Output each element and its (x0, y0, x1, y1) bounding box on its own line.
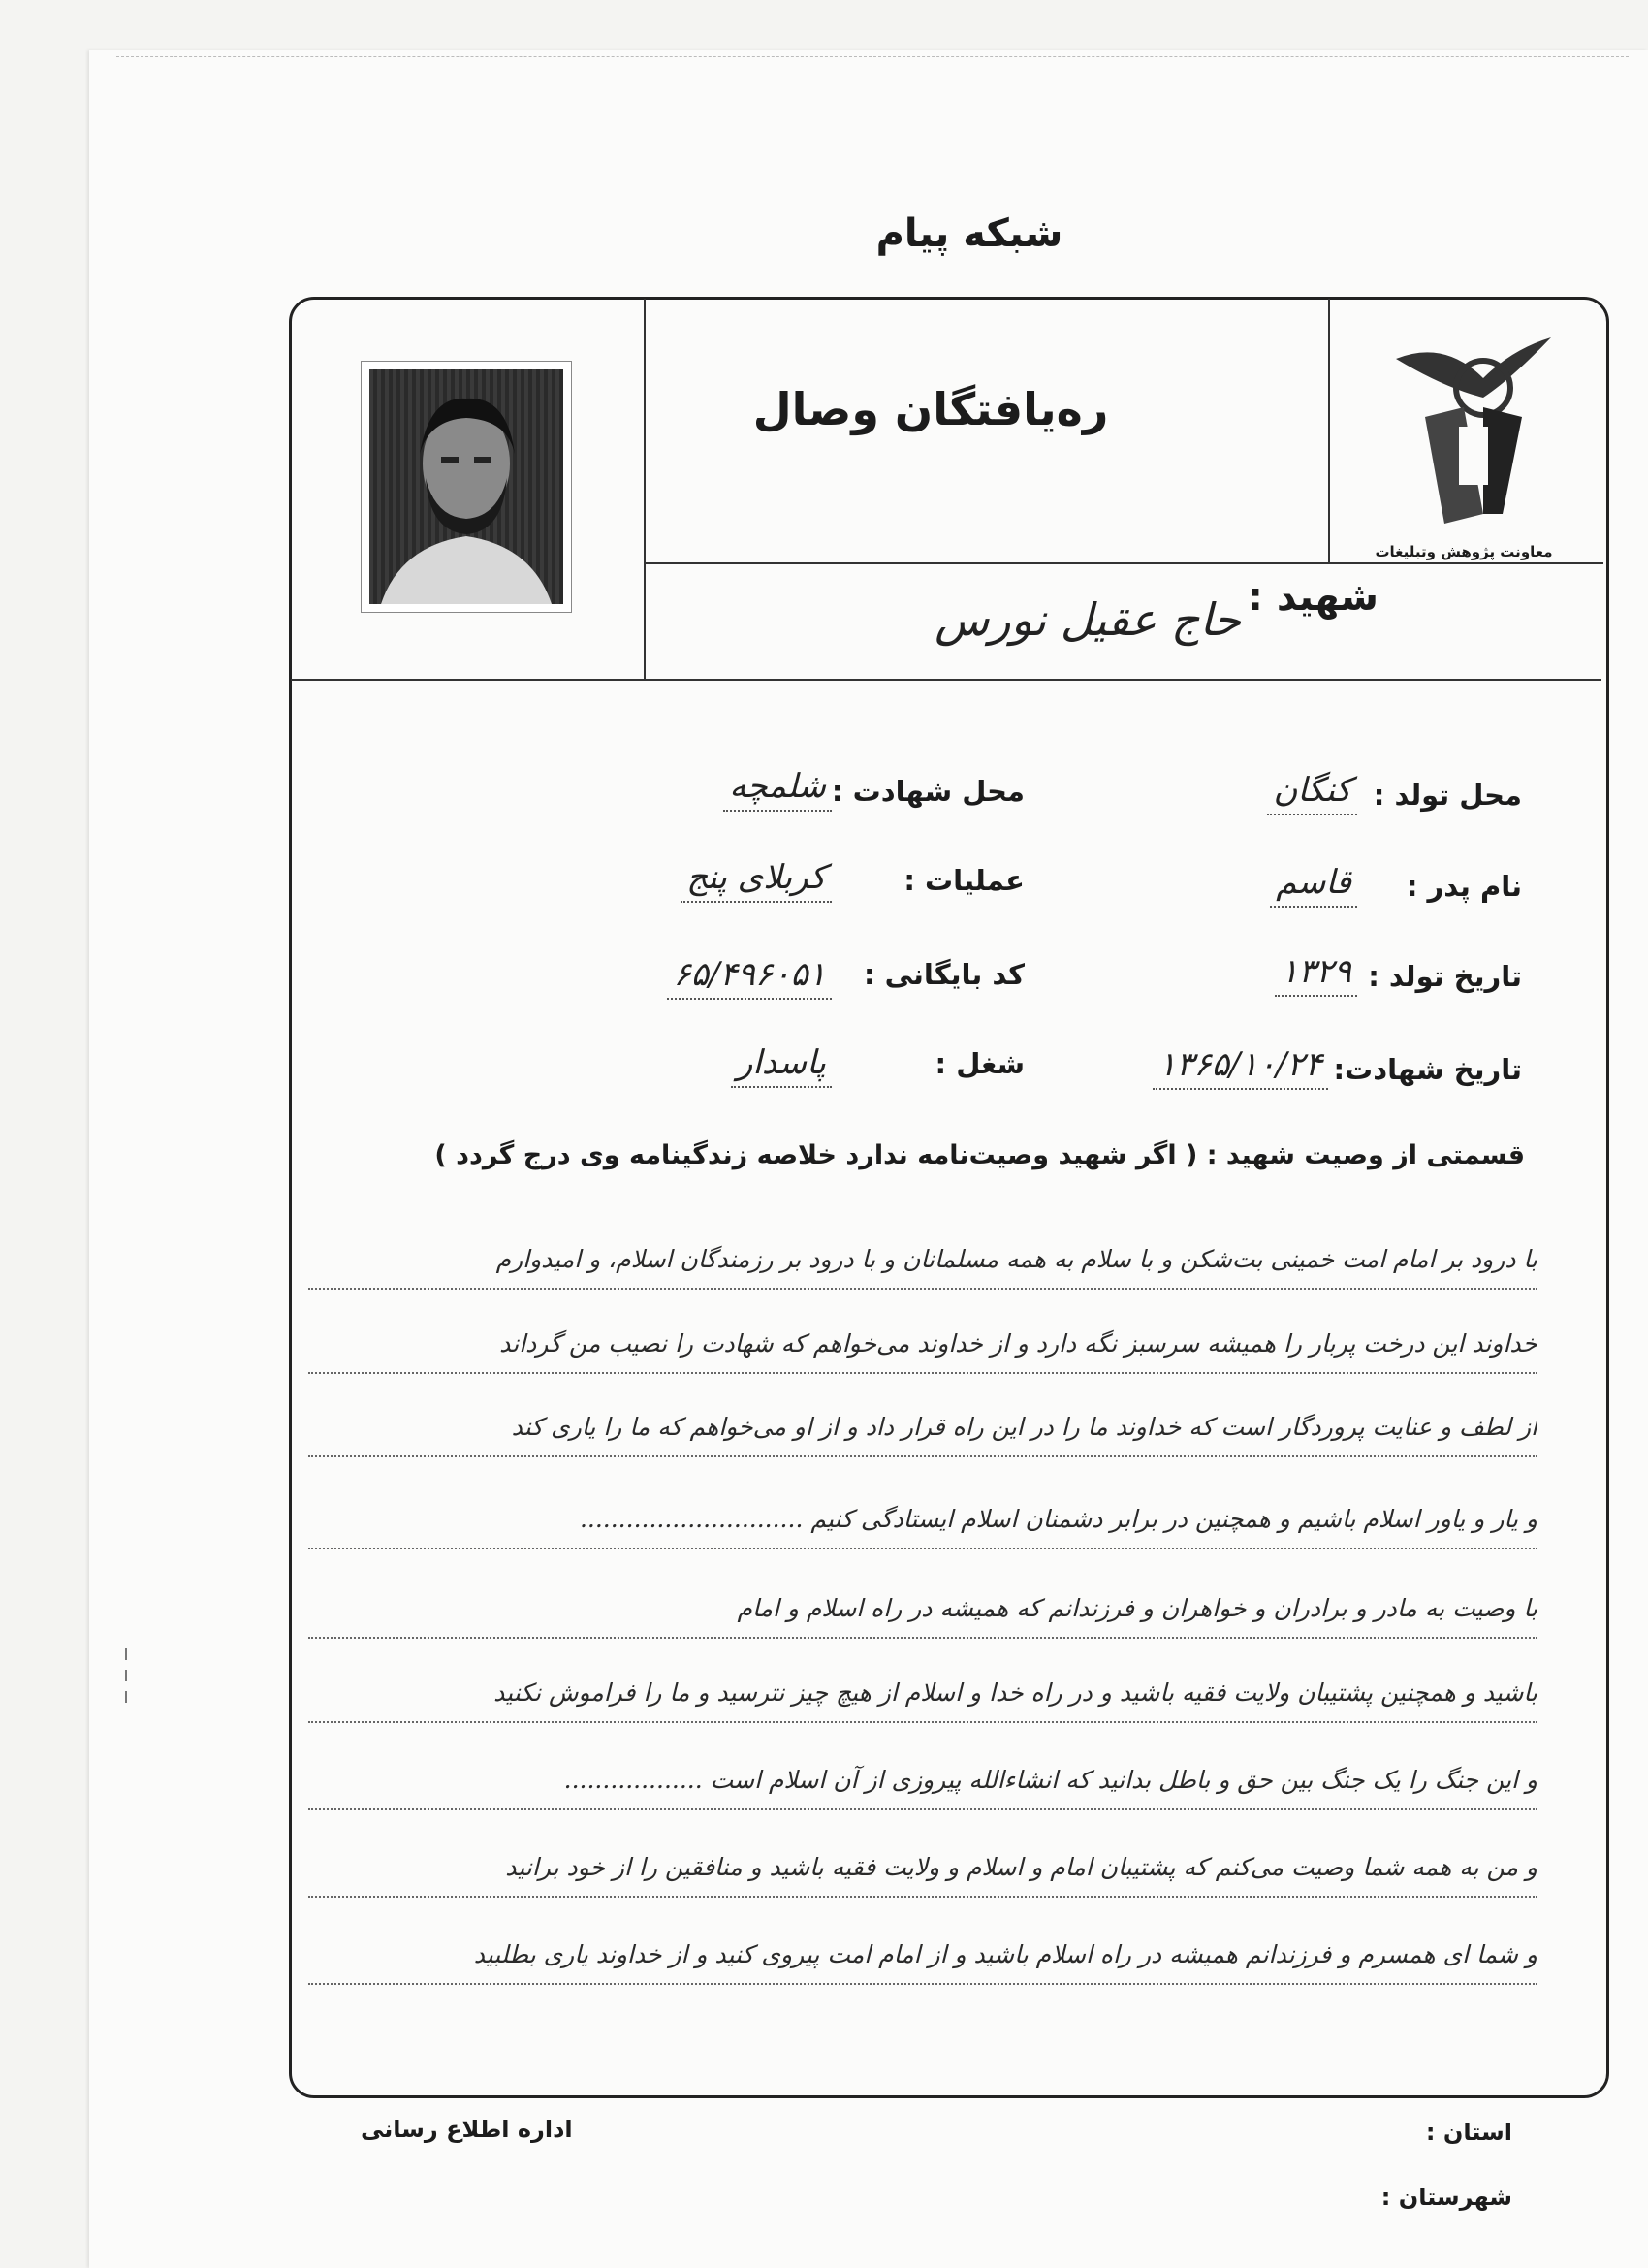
occupation-value: پاسدار (731, 1043, 832, 1088)
top-border-line (116, 56, 1629, 57)
father-name-label: نام پدر : (1406, 870, 1522, 903)
will-line: با وصیت به مادر و برادران و خواهران و فرزندانم که همیشه در راه اسلام و امام (308, 1581, 1537, 1639)
martyr-label: شهید : (1247, 575, 1379, 620)
province-label: استان : (1425, 2119, 1512, 2146)
will-line: و یار و یاور اسلام باشیم و همچنین در برابر دشمنان اسلام ایستادگی کنیم ............................. (308, 1491, 1537, 1549)
logo-divider (1328, 299, 1330, 563)
archive-code-value: ۶۵/۴۹۶۰۵۱ (667, 955, 832, 1000)
will-line: و من به همه شما وصیت می‌کنم که پشتیبان امام و اسلام و ولایت فقیه باشید و منافقین را از خود برانید (308, 1839, 1537, 1898)
header-divider (646, 562, 1603, 564)
will-heading: قسمتی از وصیت شهید : ( اگر شهید وصیت‌نامه ندارد خلاصه زندگینامه وی درج گردد ) (434, 1140, 1525, 1170)
birth-place-value: کنگان (1267, 771, 1357, 815)
logo-caption: معاونت پژوهش وتبلیغات (1375, 543, 1553, 560)
will-line: خداوند این درخت پربار را همیشه سرسبز نگه دارد و از خداوند می‌خواهم که شهادت را نصیب من گرداند (308, 1316, 1537, 1374)
network-title: شبکه پیام (875, 211, 1063, 256)
martyrdom-date-label: تاریخ شهادت: (1333, 1053, 1522, 1086)
office-label: اداره اطلاع رسانی (361, 2116, 573, 2143)
martyrdom-place-label: محل شهادت : (831, 775, 1025, 808)
photo-divider (644, 299, 646, 680)
birth-date-value: ۱۳۲۹ (1275, 952, 1357, 997)
margin-marks (116, 1648, 136, 1726)
will-line: از لطف و عنایت پروردگار است که خداوند ما را در این راه قرار داد و از او می‌خواهم که ما را یاری کند (308, 1399, 1537, 1457)
martyrdom-date-value: ۱۳۶۵/۱۰/۲۴ (1153, 1045, 1328, 1090)
martyrdom-place-value: شلمچه (723, 767, 832, 812)
will-line: باشید و همچنین پشتیبان ولایت فقیه باشید و در راه خدا و اسلام از هیچ چیز نترسید و ما را فراموش نکنید (308, 1665, 1537, 1723)
form-title: ره‌یافتگان وصال (752, 383, 1109, 435)
header-bottom-divider (291, 679, 1601, 681)
city-label: شهرستان : (1380, 2184, 1512, 2211)
will-line: و شما ای همسرم و فرزندانم همیشه در راه اسلام باشید و از امام امت پیروی کنید و از خداوند یاری بطلبید (308, 1927, 1537, 1985)
will-line: با درود بر امام امت خمینی بت‌شکن و با سلام به همه مسلمانان و با درود بر رزمندگان اسلام، و امیدوارم (308, 1231, 1537, 1290)
operation-label: عملیات : (903, 864, 1025, 897)
occupation-label: شغل : (935, 1047, 1025, 1080)
operation-value: کربلای پنج (681, 858, 832, 903)
will-line: و این جنگ را یک جنگ بین حق و باطل بدانید که انشاءالله پیروزی از آن اسلام است .................. (308, 1752, 1537, 1810)
father-name-value: قاسم (1270, 863, 1357, 908)
portrait-photo (361, 361, 572, 613)
martyr-name: حاج عقیل نورس (935, 593, 1241, 646)
archive-code-label: کد بایگانی : (863, 958, 1025, 991)
birth-date-label: تاریخ تولد : (1368, 960, 1522, 993)
foundation-emblem-icon (1367, 320, 1561, 543)
birth-place-label: محل تولد : (1373, 779, 1522, 812)
